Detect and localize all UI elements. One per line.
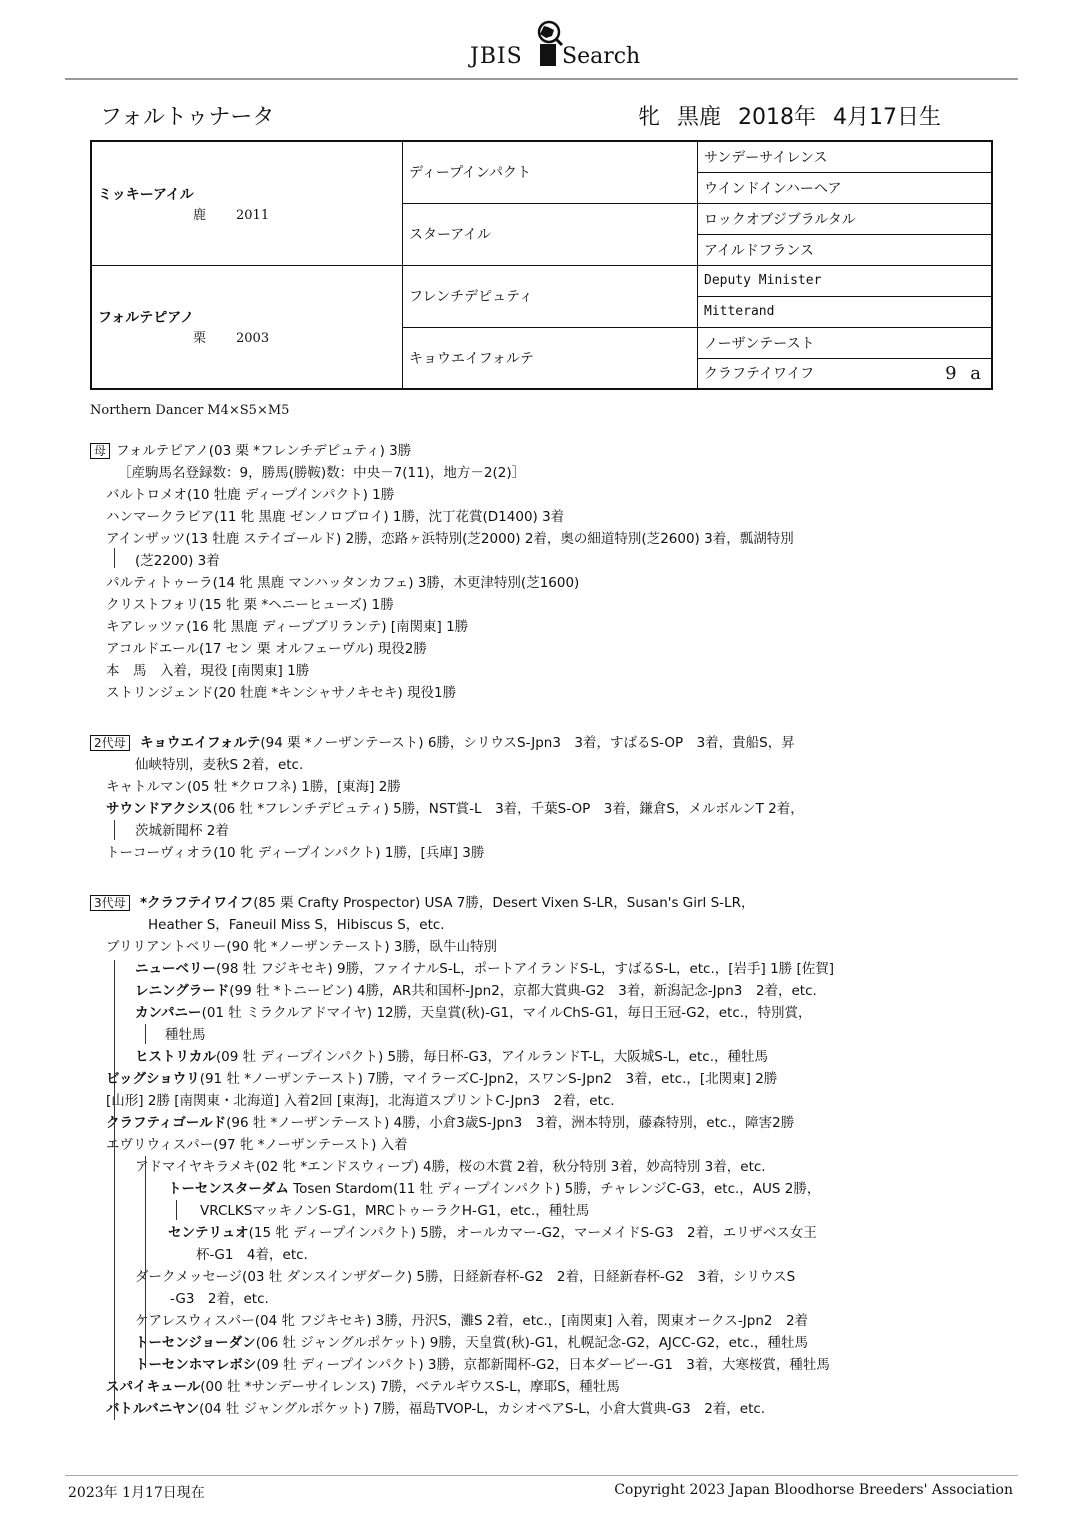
gen2-line-4: トーコーヴィオラ(10 牝 ディープインパクト) 1勝，[兵庫] 3勝 (106, 845, 485, 861)
gen3-line-2: (99 牡 *トニービン) 4勝，AR共和国杯-Jpn2，京都大賞典-G2 3着，新潟記念-Jpn3 2着，etc. (229, 983, 817, 999)
gen3-line-18-name: トーセンジョーダン (135, 1335, 256, 1351)
gen3-line-11-name: トーセンスターダム (168, 1181, 289, 1197)
tree-connector (114, 820, 115, 840)
logo-horse-magnifier-icon (532, 18, 564, 68)
tree-connector (145, 1024, 146, 1044)
gen3-line-15: ダークメッセージ(03 牡 ダンスインザダーク) 5勝，日経新春杯-G2 2着，日経新春杯-G2 3着，シリウスS (135, 1269, 796, 1285)
gen3-line-5: (09 牡 ディープインパクト) 5勝，毎日杯-G3，アイルランドT-L，大阪城S-L，etc.，種牡馬 (215, 1049, 769, 1065)
pedigree-gen3-4: アイルドフランス (698, 234, 993, 265)
gen3-line-13: (15 牝 ディープインパクト) 5勝，オールカマー-G2，マーメイドS-G3 2着，エリザベス女王 (248, 1225, 817, 1241)
gen3-head-cont: Heather S，Faneuil Miss S，Hibiscus S，etc. (148, 917, 445, 933)
gen2-line-3: 茨城新聞杯 2着 (135, 823, 229, 839)
gen2-line-1: キャトルマン(05 牡 *クロフネ) 1勝，[東海] 2勝 (106, 779, 401, 795)
gen3-line-10: アドマイヤキラメキ(02 牝 *エンドスウィープ) 4勝，桜の木賞 2着，秋分特別 3着，妙高特別 3着，etc. (135, 1159, 766, 1175)
gen2-section (90, 732, 804, 864)
dam-color: 栗 (193, 331, 207, 347)
family-number: 9 a (945, 362, 985, 384)
dam-line-4: (芝2200) 3着 (135, 553, 220, 569)
gen3-line-9: エヴリウィスパー(97 牝 *ノーザンテースト) 入着 (106, 1137, 408, 1153)
sire-color: 鹿 (193, 207, 207, 223)
dam-head: フォルテピアノ(03 栗 *フレンチデピュティ) 3勝 (116, 443, 412, 459)
gen3-line-19: (09 牡 ディープインパクト) 3勝，京都新聞杯-G2，日本ダービー-G1 3着，大寒桜賞，種牡馬 (256, 1357, 830, 1373)
dam-line-1: バルトロメオ(10 牡鹿 ディープインパクト) 1勝 (106, 487, 395, 503)
dam-line-10: ストリンジェンド(20 牡鹿 *キンシャサノキセキ) 現役1勝 (106, 685, 457, 701)
gen3-line-8: (96 牡 *ノーザンテースト) 4勝，小倉3歳S-Jpn3 3着，洲本特別，藤森特別，etc.，障害2勝 (226, 1115, 795, 1131)
pedigree-gen2-1: ディープインパクト (403, 141, 698, 203)
dam-line-0: ［産駒馬名登録数：9，勝馬(勝鞍)数：中央－7(11)，地方－2(2)］ (118, 465, 526, 481)
gen2-head-name: キョウエイフォルテ (139, 735, 261, 751)
gen3-line-20: (00 牡 *サンデーサイレンス) 7勝，ベテルギウスS-L，摩耶S，種牡馬 (200, 1379, 620, 1395)
pedigree-gen3-1: サンデーサイレンス (698, 141, 993, 172)
gen2-line-0: 仙峡特別，麦秋S 2着，etc. (135, 757, 304, 773)
gen3-line-5-name: ヒストリカル (135, 1049, 216, 1065)
gen3-tag: 3代母 (90, 895, 130, 911)
tree-connector (114, 960, 115, 1420)
dam-line-2: ハンマークラビア(11 牝 黒鹿 ゼンノロブロイ) 1勝，沈丁花賞(D1400) 3着 (106, 509, 565, 525)
footer-date: 2023年 1月17日現在 (68, 1485, 205, 1501)
dam-line-8: アコルドエール(17 セン 栗 オルフェーヴル) 現役2勝 (106, 641, 427, 657)
gen3-line-6: (91 牡 *ノーザンテースト) 7勝，マイラーズC-Jpn2，スワンS-Jpn2 3着，etc.，[北関東] 2勝 (199, 1071, 778, 1087)
gen3-line-16: -G3 2着，etc. (170, 1291, 269, 1307)
gen3-line-17: ケアレスウィスパー(04 牝 フジキセキ) 3勝，丹沢S，灘S 2着，etc.，[南関東] 入着，関東オークス-Jpn2 2着 (135, 1313, 809, 1329)
pedigree-sire (91, 141, 403, 265)
gen3-line-4: 種牡馬 (165, 1027, 206, 1043)
dam-line-6: クリストフォリ(15 牝 栗 *ヘニーヒューズ) 1勝 (106, 597, 394, 613)
tree-connector (114, 548, 115, 568)
pedigree-gen3-8 (698, 358, 993, 389)
pedigree-gen2-3: フレンチデピュティ (403, 265, 698, 327)
tree-connector (176, 1200, 177, 1220)
gen3-head-name: *クラフテイワイフ (139, 895, 254, 911)
pedigree-dam (91, 265, 403, 389)
pedigree-gen3-6: Mitterand (698, 296, 993, 327)
gen3-section (90, 892, 834, 1420)
dam-line-5: パルティトゥーラ(14 牝 黒鹿 マンハッタンカフェ) 3勝，木更津特別(芝1600) (106, 575, 580, 591)
dam-tag: 母 (90, 443, 110, 459)
horse-sex: 牝 (638, 105, 661, 130)
gen3-line-6-name: ビッグショウリ (106, 1071, 200, 1087)
gen3-line-3-name: カンパニー (135, 1005, 202, 1021)
jbis-search-logo (470, 18, 640, 76)
sire-name: ミッキーアイル (98, 186, 194, 203)
pedigree-table (90, 140, 993, 390)
dam-section (90, 440, 794, 704)
footer-divider (65, 1475, 1018, 1476)
pedigree-gen3-5: Deputy Minister (698, 265, 993, 296)
pedigree-gen3-8-name: クラフテイワイフ (704, 365, 815, 382)
gen2-line-2: (06 牡 *フレンチデピュティ) 5勝，NST賞-L 3着，千葉S-OP 3着，鎌倉S，メルボルンT 2着， (212, 801, 804, 817)
pedigree-gen3-2: ウインドインハーヘア (698, 172, 993, 203)
gen3-line-7: [山形] 2勝 [南関東・北海道] 入着2回 [東海]，北海道スプリントC-Jpn3 2着，etc. (106, 1093, 615, 1109)
gen3-line-11: Tosen Stardom(11 牡 ディープインパクト) 5勝，チャレンジC-G3，etc.，AUS 2勝， (288, 1181, 821, 1197)
gen3-line-2-name: レニングラード (135, 983, 230, 999)
gen2-bold-name: サウンドアクシス (106, 801, 213, 817)
tree-connector (145, 1290, 146, 1310)
gen3-line-1: (98 牡 フジキセキ) 9勝，ファイナルS-L，ポートアイランドS-L，すばるS-L，etc.，[岩手] 1勝 [佐賀] (216, 961, 835, 977)
pedigree-gen2-2: スターアイル (403, 203, 698, 265)
horse-birth-date: 4月17日生 (833, 105, 942, 130)
inbreeding-note: Northern Dancer M4×S5×M5 (90, 403, 290, 418)
pedigree-gen3-7: ノーザンテースト (698, 327, 993, 358)
gen2-head-rest: (94 栗 *ノーザンテースト) 6勝，シリウスS-Jpn3 3着，すばるS-OP 3着，貴船S，昇 (260, 735, 795, 751)
gen2-tag: 2代母 (90, 735, 130, 751)
tree-connector (145, 1156, 146, 1368)
logo-text-jbis: JBIS (470, 44, 523, 69)
dam-line-9: 本 馬 入着，現役 [南関東] 1勝 (106, 663, 310, 679)
gen3-line-12: VRCLKSマッキノンS-G1，MRCトゥーラクH-G1，etc.，種牡馬 (200, 1203, 590, 1219)
gen3-line-21-name: バトルバニヤン (106, 1401, 200, 1417)
dam-line-7: キアレッツァ(16 牝 黒鹿 ディープブリランテ) [南関東] 1勝 (106, 619, 469, 635)
dam-name: フォルテピアノ (98, 310, 195, 327)
header-divider (65, 78, 1018, 80)
logo-text-search: Search (562, 44, 641, 69)
gen3-line-13-name: センテリュオ (168, 1225, 249, 1241)
pedigree-gen3-3: ロックオブジブラルタル (698, 203, 993, 234)
gen3-head-rest: (85 栗 Crafty Prospector) USA 7勝，Desert Vixen S-LR，Susan's Girl S-LR， (253, 895, 755, 911)
dam-line-3: アインザッツ(13 牡鹿 ステイゴールド) 2勝，恋路ヶ浜特別(芝2000) 2着，奥の細道特別(芝2600) 3着，瓢湖特別 (106, 531, 794, 547)
pedigree-gen2-4: キョウエイフォルテ (403, 327, 698, 389)
sire-year: 2011 (236, 207, 270, 223)
dam-year: 2003 (236, 331, 270, 347)
gen3-line-20-name: スパイキュール (106, 1379, 201, 1395)
horse-color: 黒鹿 (677, 105, 722, 130)
gen3-line-18: (06 牡 ジャングルポケット) 9勝，天皇賞(秋)-G1，札幌記念-G2，AJCC-G2，etc.，種牡馬 (255, 1335, 808, 1351)
gen3-line-19-name: トーセンホマレボシ (135, 1357, 257, 1373)
gen3-line-21: (04 牡 ジャングルポケット) 7勝，福島TVOP-L，カシオペアS-L，小倉大賞典-G3 2着，etc. (199, 1401, 766, 1417)
gen3-line-8-name: クラフティゴールド (106, 1115, 227, 1131)
gen3-line-0: ブリリアントベリー(90 牝 *ノーザンテースト) 3勝，臥牛山特別 (106, 939, 497, 955)
gen3-line-1-name: ニューベリー (135, 961, 216, 977)
gen3-line-3: (01 牡 ミラクルアドマイヤ) 12勝，天皇賞(秋)-G1，マイルChS-G1，毎日王冠-G2，etc.，特別賞， (201, 1005, 812, 1021)
footer-copyright: Copyright 2023 Japan Bloodhorse Breeders' Association (614, 1482, 1013, 1498)
gen3-line-14: 杯-G1 4着，etc. (196, 1247, 308, 1263)
horse-birth-year: 2018年 (738, 105, 817, 130)
horse-info (638, 100, 951, 131)
horse-name: フォルトゥナータ (100, 105, 275, 130)
